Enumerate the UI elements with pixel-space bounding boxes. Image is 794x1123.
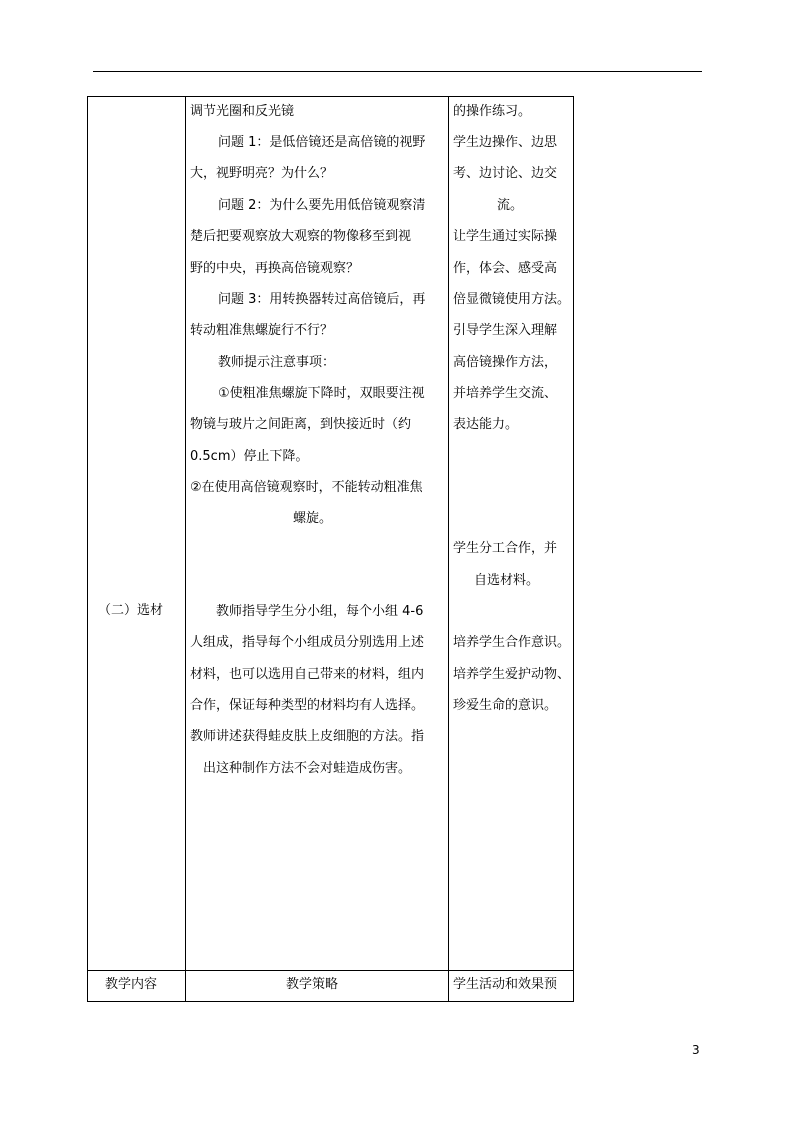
activity-line: 培养学生合作意识。 [453, 635, 571, 650]
header-rule [93, 71, 702, 72]
strategy-line: 楚后把要观察放大观察的物像移至到视 [190, 229, 412, 244]
strategy-line: 教师讲述获得蛙皮肤上皮细胞的方法。指 [190, 729, 425, 744]
strategy-line: 出这种制作方法不会对蛙造成伤害。 [203, 761, 412, 776]
activity-line: 作，体会、感受高 [453, 261, 558, 276]
strategy-line: 物镜与玻片之间距离，到快接近时（约 [190, 417, 412, 432]
activity-line: 学生边操作、边思 [453, 135, 558, 150]
strategy-line: 螺旋。 [293, 511, 333, 526]
column-divider-1 [185, 97, 186, 1001]
section-label: （二）选材 [98, 603, 164, 618]
strategy-line: 教师指导学生分小组，每个小组 4-6 [216, 604, 424, 619]
activity-line: 表达能力。 [453, 417, 519, 432]
activity-line: 珍爱生命的意识。 [453, 698, 558, 713]
footer-cell-content: 教学内容 [105, 977, 158, 992]
activity-line: 流。 [497, 198, 524, 213]
activity-line: 的操作练习。 [453, 104, 532, 119]
strategy-line: 材料，也可以选用自己带来的材料，组内 [190, 667, 425, 682]
activity-line: 高倍镜操作方法， [453, 355, 558, 370]
activity-line: 倍显微镜使用方法。 [453, 292, 571, 307]
strategy-line: 0.5cm）停止下降。 [190, 449, 309, 464]
strategy-line: 合作，保证每种类型的材料均有人选择。 [190, 698, 425, 713]
strategy-line: ②在使用高倍镜观察时，不能转动粗准焦 [190, 480, 423, 495]
activity-line: 培养学生爱护动物、 [453, 667, 571, 682]
activity-line: 引导学生深入理解 [453, 323, 558, 338]
activity-line: 并培养学生交流、 [453, 386, 558, 401]
strategy-line: 转动粗准焦螺旋行不行？ [190, 323, 334, 338]
strategy-line: 问题 3：用转换器转过高倍镜后，再 [218, 292, 426, 307]
activity-line: 学生分工合作，并 [453, 541, 558, 556]
column-divider-2 [448, 97, 449, 1001]
strategy-line: 问题 1：是低倍镜还是高倍镜的视野 [218, 135, 426, 150]
strategy-line: 调节光圈和反光镜 [190, 104, 295, 119]
footer-cell-activity: 学生活动和效果预 [453, 977, 558, 992]
strategy-line: ①使粗准焦螺旋下降时，双眼要注视 [218, 386, 425, 401]
activity-line: 让学生通过实际操 [453, 229, 558, 244]
activity-line: 自选材料。 [474, 573, 540, 588]
activity-line: 考、边讨论、边交 [453, 166, 558, 181]
page-number: 3 [692, 1043, 700, 1057]
strategy-line: 野的中央，再换高倍镜观察？ [190, 261, 360, 276]
strategy-line: 大，视野明亮？为什么？ [190, 166, 334, 181]
footer-cell-strategy: 教学策略 [286, 977, 339, 992]
strategy-line: 问题 2：为什么要先用低倍镜观察清 [218, 198, 426, 213]
strategy-line: 教师提示注意事项： [218, 355, 336, 370]
strategy-line: 人组成，指导每个小组成员分别选用上述 [190, 635, 425, 650]
